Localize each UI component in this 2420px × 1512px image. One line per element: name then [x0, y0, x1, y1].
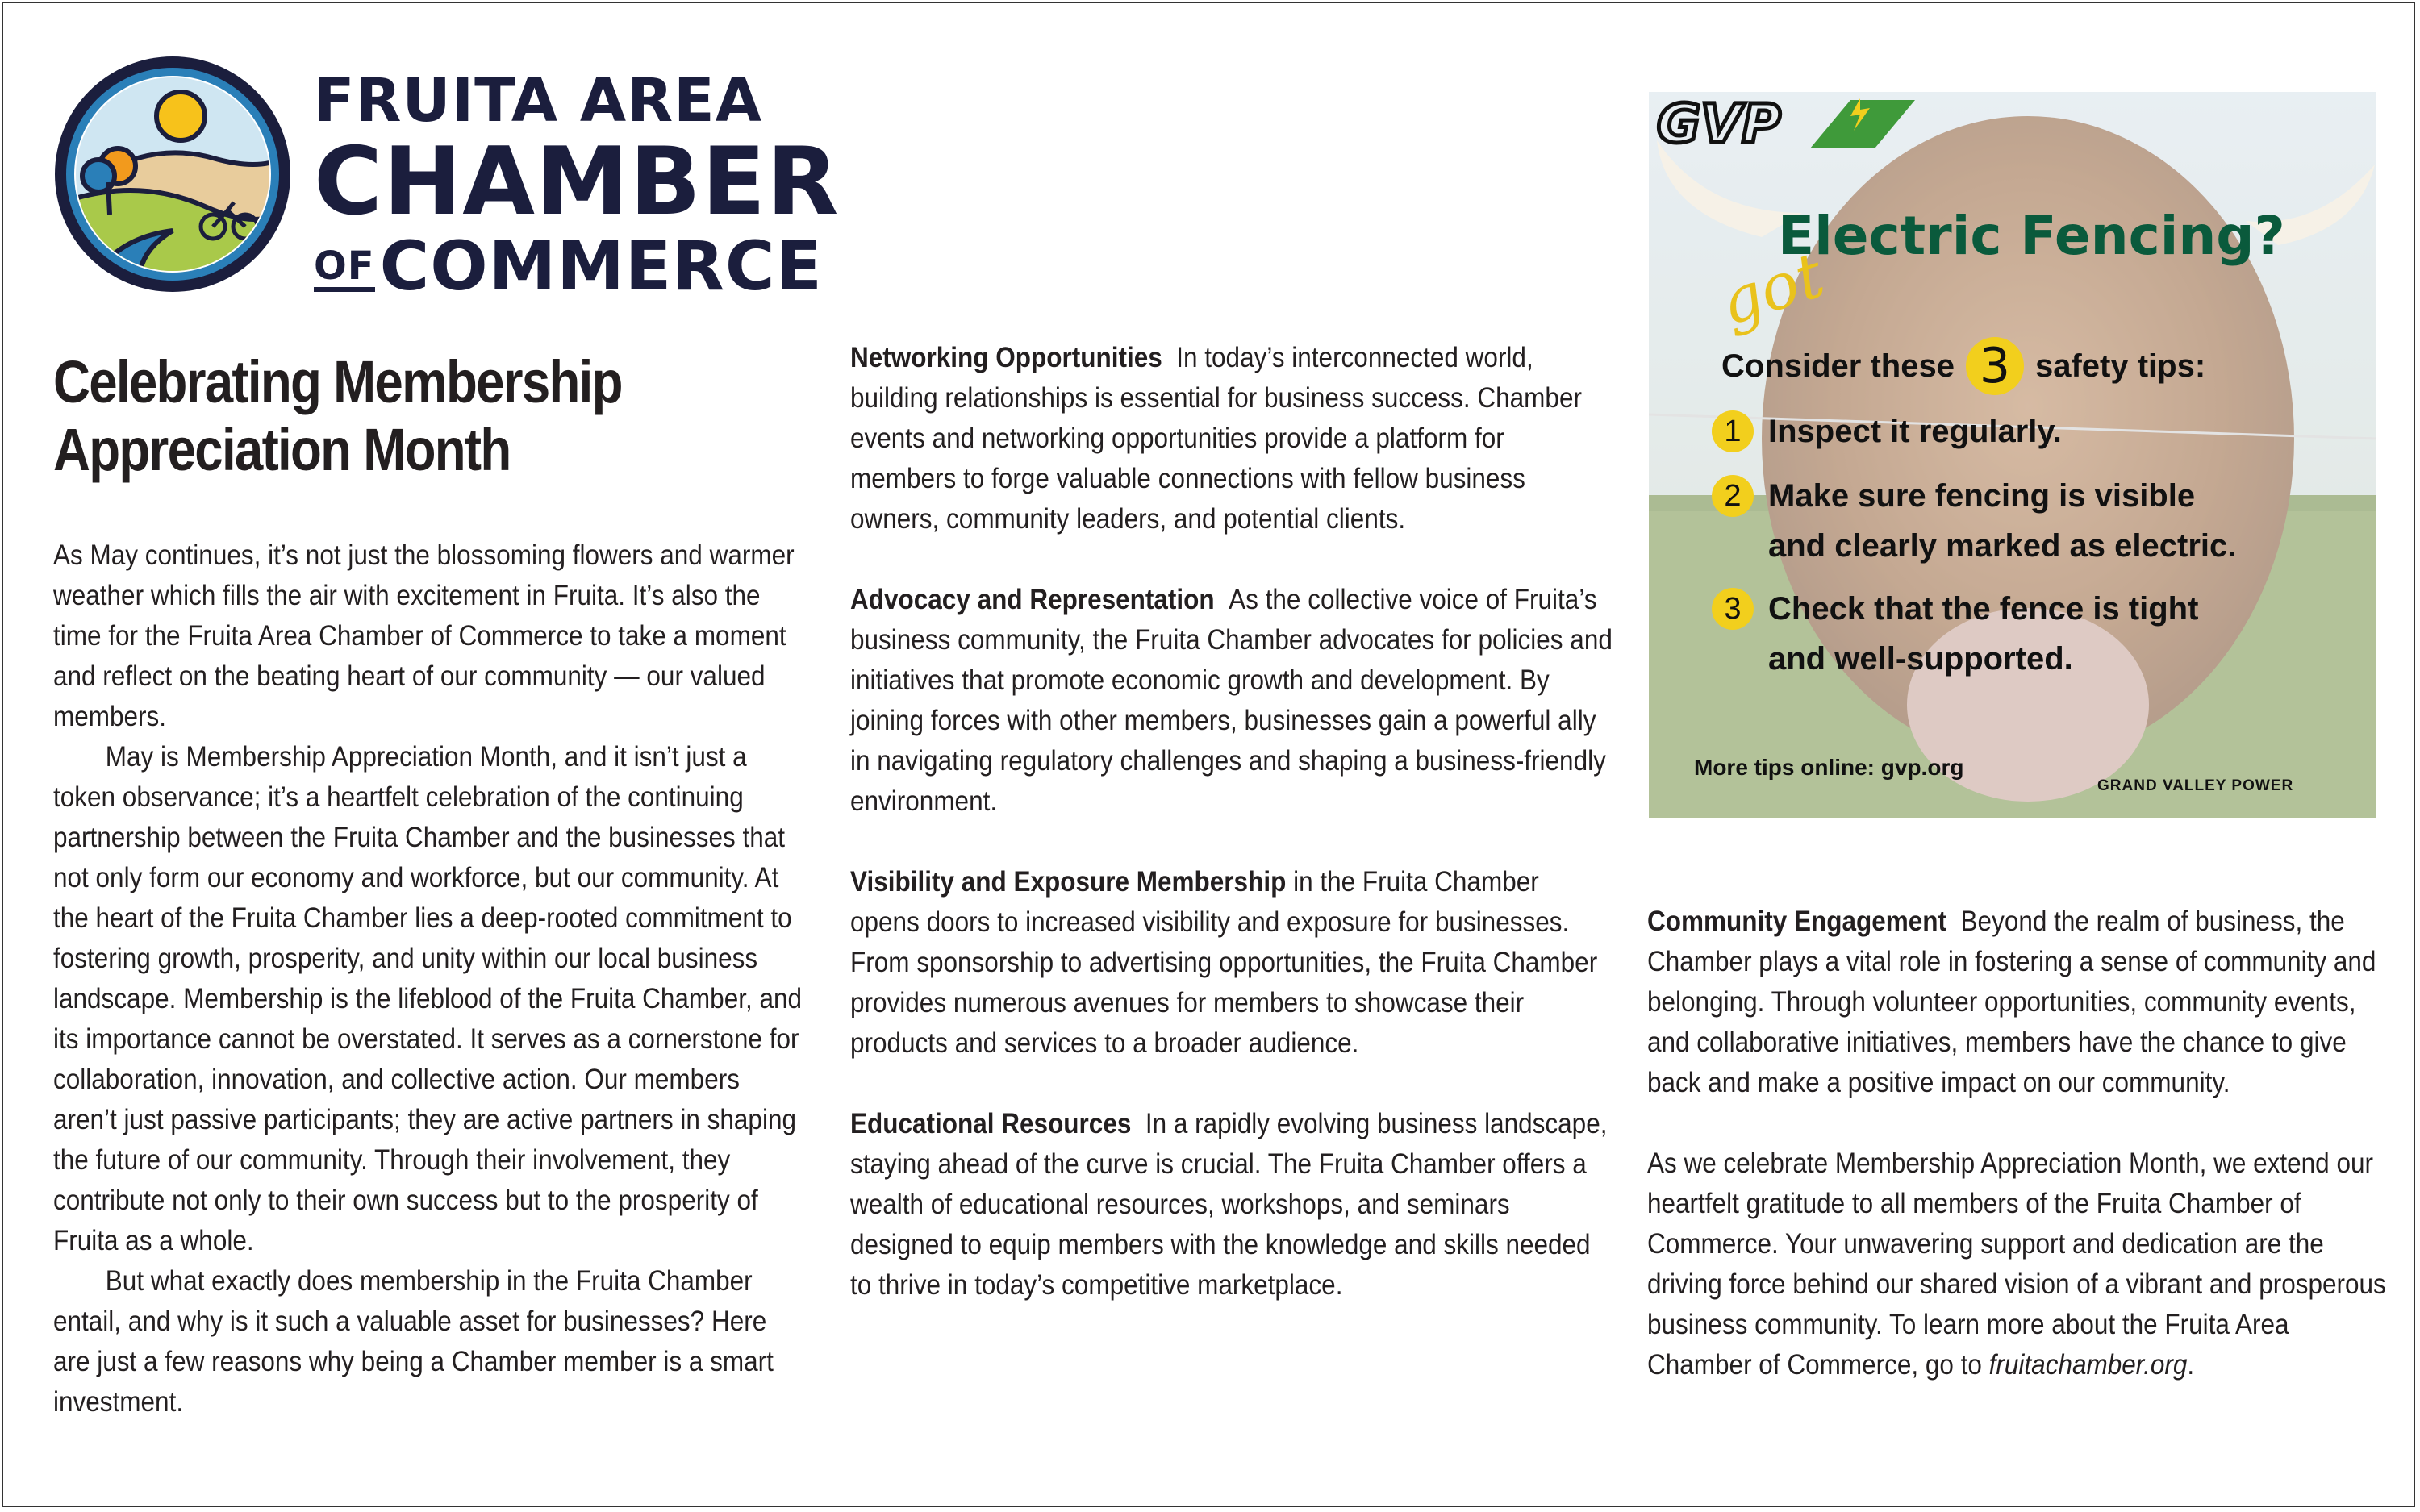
ad-title: Electric Fencing?: [1778, 205, 2285, 267]
gvp-brand-name: GRAND VALLEY POWER: [2097, 777, 2294, 794]
ad-tip-2-line2: and clearly marked as electric.: [1768, 528, 2237, 564]
article-paragraph-intro: As May continues, it’s not just the blossoming flowers and warmer weather which fills the air with excitement in Fruita. It’s also the time for the Fruita Area Chamber of Commerce to take a moment and reflect on the beating heart of our community — our valued members.: [53, 539, 795, 732]
section-community-lead: Community Engagement: [1647, 906, 1947, 937]
chamber-logo: [52, 53, 858, 306]
chamber-wordmark: [314, 66, 840, 306]
chamber-website-link[interactable]: fruitachamber.org: [1988, 1349, 2188, 1381]
ad-tip-1: [1712, 406, 2062, 456]
article-paragraph-appreciation: May is Membership Appreciation Month, and it isn’t just a token observance; it’s a heartfelt celebration of the continuing partnership between the Fruita Chamber and the businesses that not only form our economy and workforce, but our community. At the heart of the Fruita Chamber lies a deep-rooted commitment to fostering growth, prosperity, and unity within our local business landscape. Membership is the lifeblood of the Fruita Chamber, and its importance cannot be overstated. It serves as a cornerstone for collaboration, innovation, and collective action. Our members aren’t just passive participants; they are active partners in shaping the future of our community. Through their involvement, they contribute not only to their own success but to the prosperity of Fruita as a whole.: [53, 741, 803, 1256]
article-column-1: [53, 535, 803, 1422]
ad-tip-3-line2: and well-supported.: [1768, 641, 2073, 677]
section-advocacy-text: As the collective voice of Fruita’s business community, the Fruita Chamber advocates for policies and initiatives that promote economic growth and development. By joining forces with other members, businesses gain a powerful ally in navigating regulatory challenges and shaping a business-friendly environment.: [850, 584, 1613, 817]
ad-tip-2-line1: Make sure fencing is visible: [1768, 478, 2196, 514]
logo-line-chamber: CHAMBER: [314, 127, 840, 236]
ad-more-tips-link[interactable]: More tips online: gvp.org: [1694, 755, 1964, 780]
ad-got-script: got: [1712, 239, 1833, 340]
headline-line-2: Appreciation Month: [53, 416, 511, 483]
chamber-emblem-icon: [52, 53, 294, 295]
article-column-2: [850, 338, 1613, 1306]
ad-consider-number: 3: [1966, 337, 2024, 395]
section-advocacy: [850, 580, 1613, 822]
ad-tip-2-number: 2: [1712, 475, 1754, 517]
article-headline: [53, 348, 678, 484]
gvp-electric-fencing-ad: [1649, 92, 2376, 818]
ad-tip-2: [1712, 471, 2236, 571]
ad-tip-3-number: 3: [1712, 588, 1754, 630]
ad-consider-line: [1721, 337, 2205, 395]
article-column-3: [1647, 902, 2389, 1385]
gvp-logo-icon: [1649, 92, 1915, 173]
closing-period: .: [2187, 1349, 2195, 1381]
headline-line-1: Celebrating Membership: [53, 348, 622, 415]
section-visibility-lead: Visibility and Exposure Membership: [850, 866, 1287, 898]
ad-consider-before: Consider these: [1721, 348, 1955, 384]
logo-line-of-commerce: [314, 227, 839, 306]
section-advocacy-lead: Advocacy and Representation: [850, 584, 1215, 615]
logo-line-fruita-area: FRUITA AREA: [314, 66, 762, 135]
section-education-text: In a rapidly evolving business landscape, staying ahead of the curve is crucial. The Fruita Chamber offers a wealth of educational resources, workshops, and seminars designed to equip members with the knowledge and skills needed to thrive in today’s competitive marketplace.: [850, 1108, 1608, 1301]
article-paragraph-question: But what exactly does membership in the Fruita Chamber entail, and why is it such a valuable asset for businesses? Here are just a few reasons why being a Chamber member is a smart investment.: [53, 1265, 774, 1418]
section-visibility: [850, 862, 1613, 1064]
ad-consider-after: safety tips:: [2034, 348, 2206, 384]
section-networking-lead: Networking Opportunities: [850, 342, 1162, 373]
section-community: [1647, 902, 2388, 1103]
svg-text:GVP: GVP: [1657, 93, 1781, 155]
section-community-text: Beyond the realm of business, the Chamber plays a vital role in fostering a sense of community and belonging. Through volunteer opportunities, community events, and collaborative initiatives, members have the chance to give back and make a positive impact on our community.: [1647, 906, 2376, 1098]
section-networking: [850, 338, 1613, 539]
ad-tip-3: [1712, 584, 2198, 684]
section-closing: [1647, 1143, 2388, 1385]
logo-of: OF: [314, 247, 375, 292]
section-closing-text: As we celebrate Membership Appreciation Month, we extend our heartfelt gratitude to all members of the Fruita Chamber of Commerce. Your unwavering support and dedication are the driving force behind our shared vision of a vibrant and prosperous business community. To learn more about the Fruita Area Chamber of Commerce, go to: [1647, 1148, 2386, 1381]
ad-tip-3-line1: Check that the fence is tight: [1768, 591, 2199, 627]
section-education: [850, 1104, 1613, 1306]
ad-tip-1-number: 1: [1712, 410, 1754, 452]
logo-commerce: COMMERCE: [379, 227, 823, 306]
section-education-lead: Educational Resources: [850, 1108, 1132, 1139]
ad-tip-1-line1: Inspect it regularly.: [1768, 414, 2062, 449]
section-networking-text: In today’s interconnected world, building relationships is essential for business success. Chamber events and networking opportunities provide a platform for members to forge valuable connections with fellow business owners, community leaders, and potential clients.: [850, 342, 1582, 535]
section-visibility-text: in the Fruita Chamber opens doors to increased visibility and exposure for businesses. From sponsorship to advertising opportunities, the Fruita Chamber provides numerous avenues for members to showcase their products and services to a broader audience.: [850, 866, 1598, 1059]
